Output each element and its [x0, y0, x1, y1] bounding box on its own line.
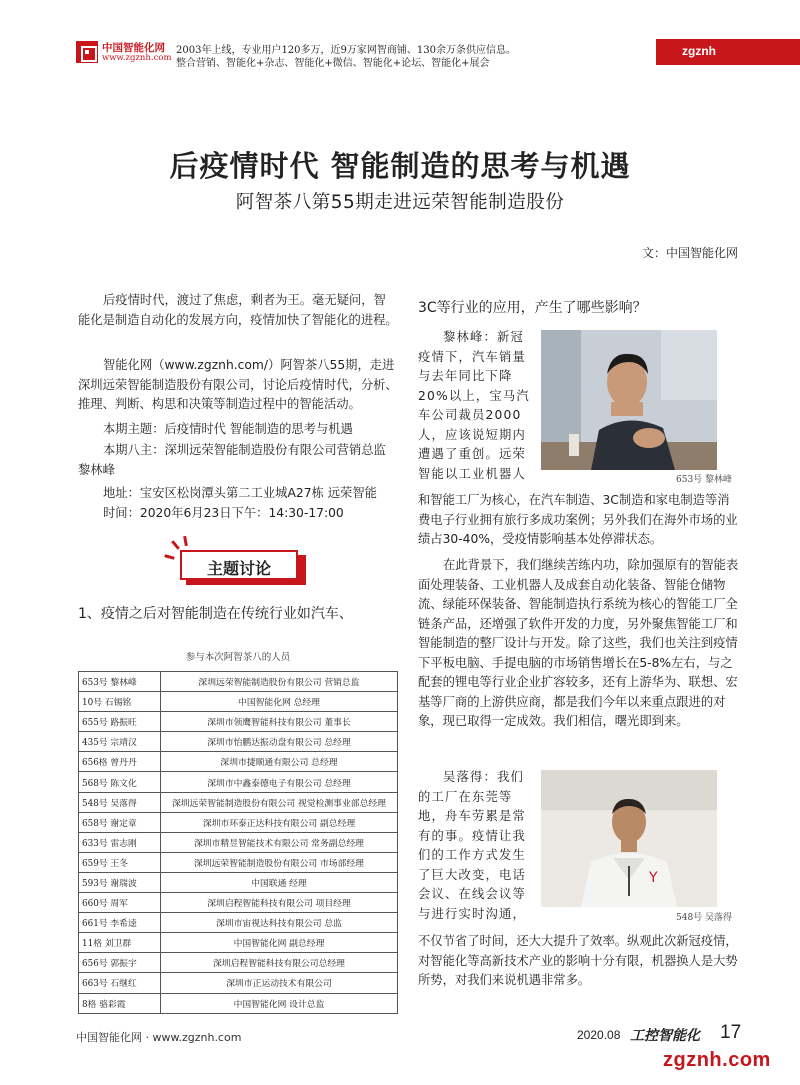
issue-date: 2020.08 — [577, 1028, 621, 1042]
participant-org: 深圳市捷顺通有限公司 总经理 — [161, 752, 398, 772]
photo-1-caption: 653号 黎林峰 — [676, 475, 733, 485]
footer-site: 中国智能化网 · www.zgznh.com — [76, 1031, 242, 1044]
participant-org: 深圳市精昱智能技术有限公司 常务副总经理 — [161, 832, 398, 852]
participant-org: 深圳启程智能科技有限公司 项目经理 — [161, 893, 398, 913]
participant-id: 633号 雷志刚 — [79, 832, 161, 852]
article-subtitle: 阿智茶八第55期走进远荣智能制造股份 — [235, 192, 565, 213]
participants-table — [78, 671, 398, 1014]
participant-org: 深圳远荣智能制造股份有限公司 营销总监 — [161, 672, 398, 692]
participant-org: 深圳市怡鹏达振动盘有限公司 总经理 — [161, 732, 398, 752]
participant-id: 548号 吴落得 — [79, 792, 161, 812]
participant-org: 深圳市正运动技术有限公司 — [161, 973, 398, 993]
table-row — [79, 812, 398, 832]
participant-id: 435号 宗靖汉 — [79, 732, 161, 752]
question-1-end: 3C等行业的应用，产生了哪些影响？ — [418, 300, 647, 316]
portrait-1-image — [541, 330, 717, 470]
table-row — [79, 712, 398, 732]
spark-icon — [183, 536, 188, 546]
participant-id: 568号 陈文化 — [79, 772, 161, 792]
table-row — [79, 973, 398, 993]
header-brand-tab — [656, 39, 800, 65]
table-row — [79, 872, 398, 892]
banner-box — [180, 550, 298, 580]
participant-id: 659号 王冬 — [79, 852, 161, 872]
participant-org: 深圳远荣智能制造股份有限公司 市场部经理 — [161, 852, 398, 872]
table-row — [79, 692, 398, 712]
spark-icon — [171, 540, 180, 550]
intro-paragraph-2: 智能化网（www.zgznh.com/）阿智茶八55期，走进深圳远荣智能制造股份有限公司，讨论后疫情时代，分析、推理、判断、构思和决策等制造过程中的智能活动。 — [78, 358, 398, 411]
meeting-address: 地址：宝安区松岗潭头第二工业城A27栋 远荣智能 — [103, 486, 377, 500]
participant-id: 661号 李希逵 — [79, 913, 161, 933]
participant-id: 656格 曾丹丹 — [79, 752, 161, 772]
participant-id: 658号 谢定章 — [79, 812, 161, 832]
participant-org: 深圳远荣智能制造股份有限公司 视觉检测事业部总经理 — [161, 792, 398, 812]
participants-caption: 参与本次阿智茶八的人员 — [185, 652, 291, 663]
participant-id: 8格 骆彩霞 — [79, 993, 161, 1013]
table-row — [79, 792, 398, 812]
watermark: zgznh.com — [663, 1049, 771, 1071]
participant-id: 593号 谢瑞波 — [79, 872, 161, 892]
answer-2-narrow: 吴落得：我们的工厂在东莞等地，舟车劳累是常有的事。疫情让我们的工作方式发生了巨大改变，电话会议、在线会议等与进行实时沟通， — [418, 770, 526, 921]
participant-org: 中国智能化网 副总经理 — [161, 933, 398, 953]
topic-banner — [168, 540, 306, 585]
table-row — [79, 732, 398, 752]
question-1-start: 1、疫情之后对智能制造在传统行业如汽车、 — [78, 606, 353, 622]
participant-org: 深圳启程智能科技有限公司总经理 — [161, 953, 398, 973]
site-logo[interactable] — [76, 39, 174, 65]
portrait-2-image — [541, 770, 717, 907]
participant-org: 中国联通 经理 — [161, 872, 398, 892]
participant-id: 655号 路振旺 — [79, 712, 161, 732]
participant-org: 深圳市环泰正达科技有限公司 副总经理 — [161, 812, 398, 832]
logo-url: www.zgznh.com — [102, 53, 172, 63]
answer-1-wide: 和智能工厂为核心，在汽车制造、3C制造和家电制造等消费电子行业拥有旅行多成功案例；另外我们在海外市场的业绩占30-40%，受疫情影响基本处停滞状态。 — [418, 493, 738, 546]
participant-id: 660号 周军 — [79, 893, 161, 913]
meeting-time: 时间：2020年6月23日下午：14:30-17:00 — [103, 506, 344, 520]
table-row — [79, 852, 398, 872]
participant-org: 深圳市领鹰智能科技有限公司 董事长 — [161, 712, 398, 732]
logo-name: 中国智能化网 — [102, 42, 165, 54]
participant-org: 深圳市宙视达科技有限公司 总监 — [161, 913, 398, 933]
photo-wu-luode — [541, 770, 717, 907]
answer-1-paragraph-2: 在此背景下，我们继续苦练内功，除加强原有的智能表面处理装备、工业机器人及成套自动化装备、智能仓储物流、绿能环保装备、智能制造执行系统为核心的智能工厂全链条产品，还增强了软件开发的力度，另外聚焦智能工厂和智能制造的整厂设计与开发。除了这些，我们也关注到疫情下平板电脑、手提电脑的市场销售增长在5-8%左右，与之配套的锂电等行业企业扩容较多，还有上游华为、联想、宏基等厂商的上游供应商，都是我们今年以来重点跟进的对象，现已取得一定成效。我们相信，曙光即到来。 — [418, 558, 739, 728]
table-row — [79, 993, 398, 1013]
photo-2-caption: 548号 吴落得 — [676, 913, 733, 923]
answer-1-narrow: 黎林峰：新冠疫情下，汽车销量与去年同比下降20%以上，宝马汽车公司裁员2000人，应该说短期内遭遇了重创。远荣智能以工业机器人 — [418, 330, 530, 481]
table-row — [79, 772, 398, 792]
table-row — [79, 832, 398, 852]
participant-org: 中国智能化网 总经理 — [161, 692, 398, 712]
participant-id: 656号 郭振宇 — [79, 953, 161, 973]
logo-mark-icon — [76, 41, 98, 63]
table-row — [79, 893, 398, 913]
page-number: 17 — [720, 1022, 742, 1043]
intro-paragraph-1: 后疫情时代，渡过了焦虑，剩者为王。毫无疑问，智能化是制造自动化的发展方向，疫情加快了智能化的进程。 — [78, 293, 398, 327]
spark-icon — [164, 554, 174, 559]
participant-org: 深圳市中鑫泰德电子有限公司 总经理 — [161, 772, 398, 792]
header-tagline-1: 2003年上线，专业用户120多万，近9万家网智商铺、130余万条供应信息。 — [176, 45, 516, 56]
participant-id: 653号 黎林峰 — [79, 672, 161, 692]
participant-id: 663号 石继红 — [79, 973, 161, 993]
article-byline: 文：中国智能化网 — [641, 246, 738, 260]
photo-li-linfeng — [541, 330, 717, 470]
participant-org: 中国智能化网 设计总监 — [161, 993, 398, 1013]
participant-id: 11格 刘卫群 — [79, 933, 161, 953]
article-title: 后疫情时代 智能制造的思考与机遇 — [169, 149, 631, 183]
header-brand-label: zgznh — [682, 44, 716, 58]
table-row — [79, 953, 398, 973]
table-row — [79, 913, 398, 933]
magazine-name: 工控智能化 — [630, 1028, 700, 1044]
meeting-theme: 本期主题：后疫情时代 智能制造的思考与机遇 — [103, 422, 353, 436]
table-row — [79, 752, 398, 772]
header-tagline-2: 整合营销、智能化+杂志、智能化+微信、智能化+论坛、智能化+展会 — [176, 58, 490, 69]
banner-label: 主题讨论 — [206, 559, 271, 578]
meeting-host: 本期八主：深圳远荣智能制造股份有限公司营销总监 黎林峰 — [78, 443, 386, 477]
table-row — [79, 933, 398, 953]
participant-id: 10号 石锡铭 — [79, 692, 161, 712]
svg-text:Y: Y — [649, 870, 658, 886]
answer-2-wide: 不仅节省了时间，还大大提升了效率。纵观此次新冠疫情，对智能化等高新技术产业的影响十分有限，机器换人是大势所势，对我们来说机遇非常多。 — [418, 934, 738, 987]
table-row — [79, 672, 398, 692]
